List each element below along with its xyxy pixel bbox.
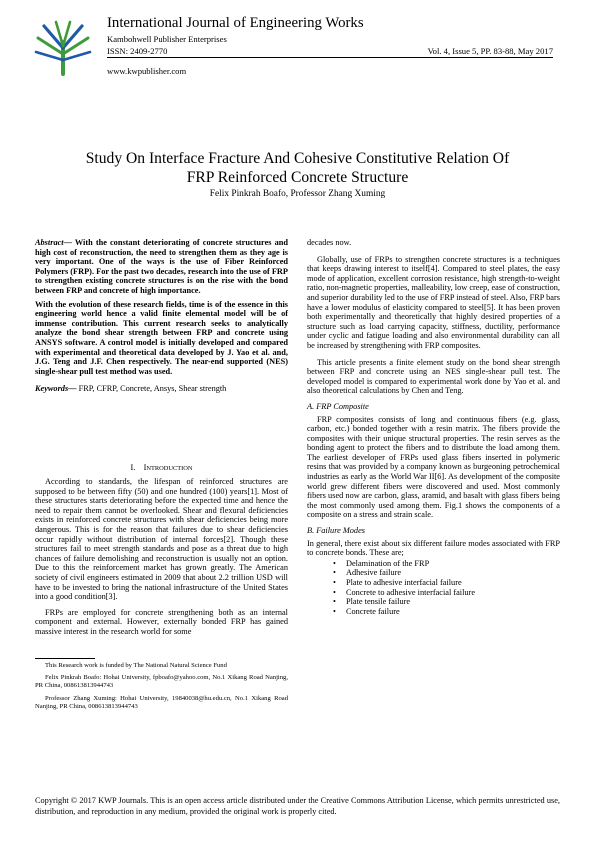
abstract-block [35, 238, 288, 394]
journal-title: International Journal of Engineering Works [107, 15, 364, 31]
section-title-rest: NTRODUCTION [146, 465, 193, 472]
failure-modes-list [307, 559, 560, 617]
publisher-name: Kambohwell Publisher Enterprises [107, 34, 227, 44]
copyright-notice: Copyright © 2017 KWP Journals. This is an open access article distributed under the Creative Commons Attribution License, which permits unrestricted use, distribution, and reproduction in any medium, provided the original work is properly cited. [35, 796, 560, 816]
abstract-paragraph [35, 238, 288, 296]
paper-authors: Felix Pinkrah Boafo, Professor Zhang Xuming [209, 189, 386, 199]
journal-logo [34, 18, 92, 76]
keywords-text: FRP, CFRP, Concrete, Ansys, Shear strength [76, 384, 227, 394]
footnotes [35, 662, 288, 711]
paper-title-line-1: Study On Interface Fracture And Cohesive Constitutive Relation Of [85, 150, 510, 167]
column-2-body [307, 238, 560, 616]
list-item: • Plate tensile failure [307, 597, 560, 607]
intro-paragraph-2: FRPs are employed for concrete strengthening both as an internal component and external. However, externally bonded FRP has gained massive interest in the research world for some [35, 607, 288, 636]
section-number: I. [130, 463, 136, 472]
paper-title [30, 149, 565, 187]
keywords-line [35, 384, 288, 394]
section-title-initial: I [143, 463, 147, 472]
journal-logo-icon [34, 18, 92, 76]
paragraph-article: This article presents a finite element study on the bond shear strength between FRP and concrete using an NES single-shear pull test. The developed model is compared to experimental work done by Yao et al. and also theoretical calculations by Chen and Teng. [307, 357, 560, 396]
abstract-paragraph-2: With the evolution of these research fields, time is of the essence in this engineering world hence a valid finite elemental model will be of immense contribution. This current research seeks to analytically analyze the bond shear strength between FRP and concrete using ANSYS software. A control model is initially developed and compared with experimental and theoretical data developed by J. Yao et al. and, J.G. Teng and J.F. Chen respectively. The near-end supported (NES) single-shear pull test method was used. [35, 299, 288, 376]
list-item: • Delamination of the FRP [307, 559, 560, 569]
subsection-heading-failure-modes: B. Failure Modes [307, 526, 365, 536]
footnote-author-2: Professor Zhang Xuming: Hohai University, 19840038@hu.edu.cn, No.1 Xikang Road Nanjing, PR China, 008613813944743 [35, 694, 288, 710]
volume-info: Vol. 4, Issue 5, PP. 83-88, May 2017 [427, 46, 553, 56]
keywords-label: Keywords— [35, 384, 77, 394]
journal-website[interactable]: www.kwpublisher.com [107, 66, 187, 76]
introduction-body [35, 477, 288, 637]
issn: ISSN: 2409-2770 [107, 46, 168, 56]
list-item: • Plate to adhesive interfacial failure [307, 578, 560, 588]
intro-paragraph-1: According to standards, the lifespan of reinforced structures are supposed to be between fifty (50) and one hundred (100) years[1]. Most of these structures starts deteriorating before the expected time and hence the need to repair them cannot be overlooked. Shear and flexural deficiencies exists in reinforced concrete structures with shear deficiencies being more dangerous. This is for the reason that failures due to shear deficiencies occur rapidly without distribution of internal forces[2]. Though these structures fail to meet strength standards and pose as a threat due to high chances of failure demolishing and reconstruction is usually not an option. Due to this the reinforcement market has grown greatly. The American society of civil engineers estimated in 2009 that about 2.2 trillion USD will have to be invested to bring the national infrastructure of the United States into a good condition[3]. [35, 477, 288, 602]
list-item: • Concrete to adhesive interfacial failure [307, 588, 560, 598]
abstract-label: Abstract— [35, 238, 72, 247]
paragraph-failure-modes: In general, there exist about six different failure modes associated with FRP to concrete bonds. These are; [307, 538, 560, 558]
list-item: • Concrete failure [307, 607, 560, 617]
section-heading-introduction [35, 463, 288, 472]
abstract-text: With the constant deteriorating of concrete structures and high cost of reconstruction, the need to strengthen them as they age is very important. One of the ways is the use of Fiber Reinforced Polymers (FRP). For the past two decades, research into the use of FRP to strengthen existing concrete structures is on the rise with the bond between FRP and concrete of high importance. [35, 238, 288, 295]
footnote-rule [35, 658, 95, 659]
subsection-heading-frp-composite: A. FRP Composite [307, 401, 369, 411]
paragraph-globally: Globally, use of FRPs to strengthen concrete structures is a techniques that keeps drawing interest to itself[4]. Compared to steel plates, the easy mode of application, excellent corrosion resistance, high strength-to-weight ratio, non-magnetic properties, malleability, low creep, ease of construction, and superior durability led to the use of FRP instead of steel. Also, FRP bars have a lower modulus of elasticity compared to steel[5]. It has been proven both experimentally and theoretically that highly desired properties of a structure such as load carrying capacity, stiffness, ductility, performance under cyclic and fatigue loading and also environmental durability can all be increased by strengthening with FRP composites. [307, 254, 560, 350]
paper-title-line-2: FRP Reinforced Concrete Structure [186, 169, 409, 186]
continuation-text: decades now. [307, 238, 352, 247]
footnote-author-1: Felix Pinkrah Boafo: Hohai University, fpboafo@yahoo.com, No.1 Xikang Road Nanjing, PR China, 008613813944743 [35, 674, 288, 690]
paragraph-frp-composite: FRP composites consists of long and continuous fibers (e.g. glass, carbon, etc.) bonded together with a resin matrix. The fibers provide the composites with their unique structural properties. The resin serves as the bonding agent to protect the fibers and to distribute the load among them. The earliest developer of FRPs used glass fibers inserted in polymeric resins that was provided by a company known as burgeoning petrochemical industries as early as the World War II[6]. As development of the composite world grew different fibers were discovered and used. Most commonly fibers used now are carbon, glass, aramid, and basalt with glass fibers being the most commonly used among them. Fig.1 shows the components of a composite on a stress and strain scale. [307, 414, 560, 520]
list-item: • Adhesive failure [307, 568, 560, 578]
header-rule [107, 57, 553, 58]
footnote-funding: This Research work is funded by The National Natural Science Fund [45, 662, 227, 669]
